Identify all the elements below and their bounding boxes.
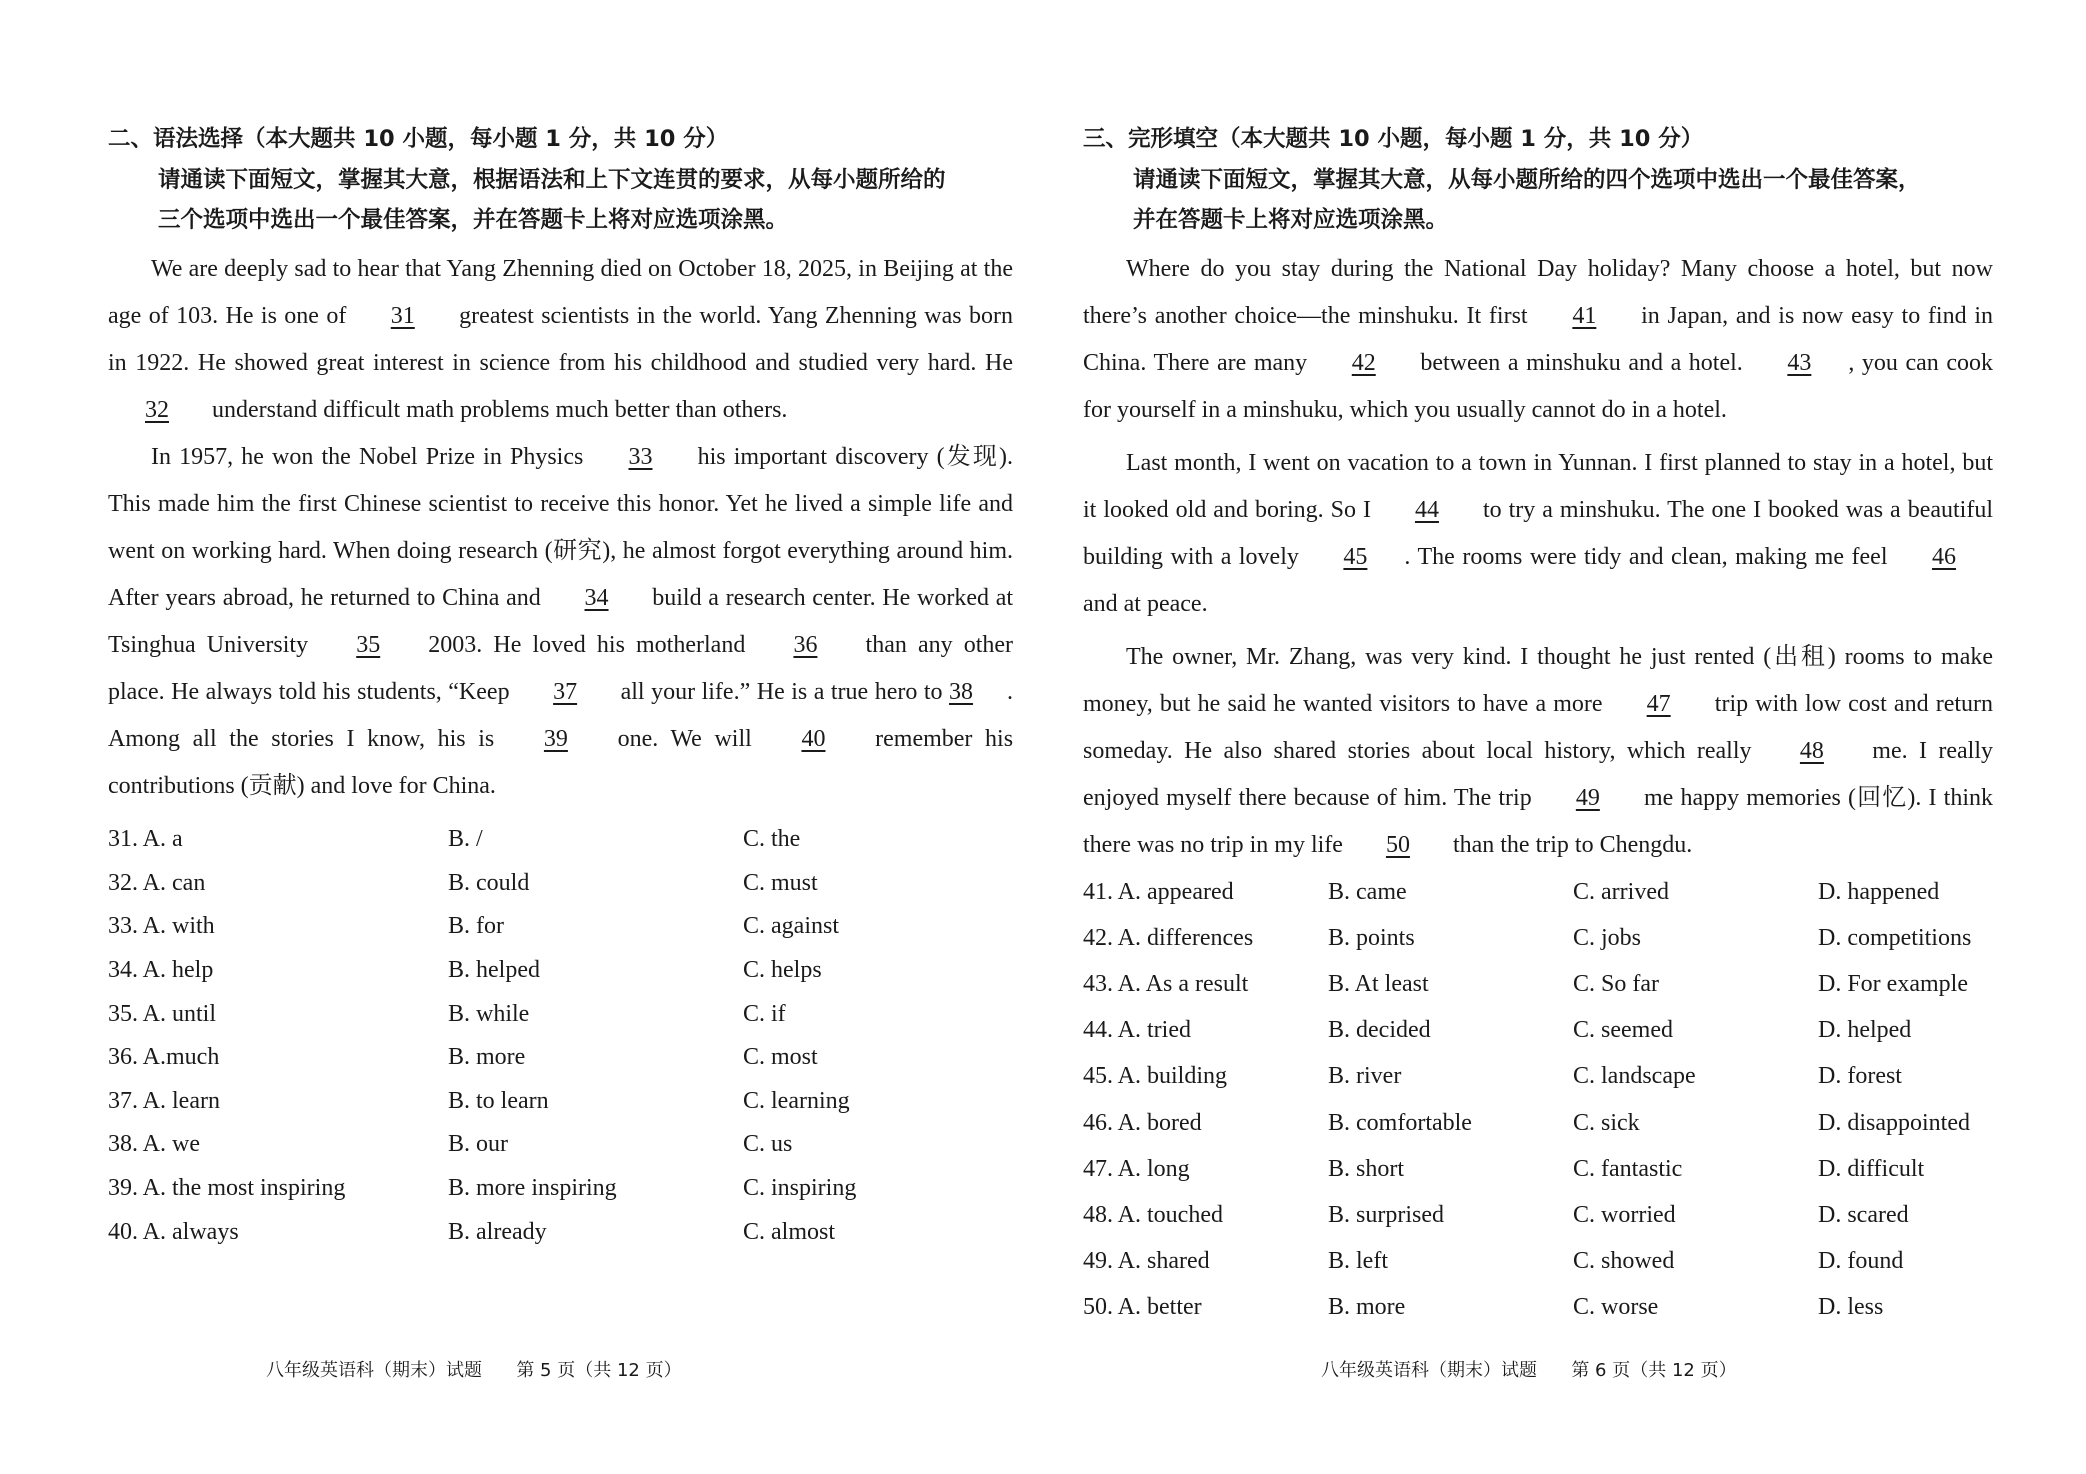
option-c[interactable]: C. fantastic — [1573, 1155, 1683, 1182]
grammar-section — [108, 124, 1013, 1254]
option-row-47 — [1083, 1146, 1993, 1192]
option-b[interactable]: B. more inspiring — [448, 1175, 617, 1202]
option-d[interactable]: D. forest — [1818, 1063, 1902, 1090]
option-row-45 — [1083, 1054, 1993, 1100]
option-c[interactable]: C. inspiring — [743, 1175, 857, 1202]
option-row-31 — [108, 818, 1013, 862]
option-a[interactable]: 45. A. building — [1083, 1063, 1228, 1090]
blank-43[interactable]: 43 — [1787, 350, 1812, 376]
option-a[interactable]: 50. A. better — [1083, 1294, 1202, 1321]
blank-42[interactable]: 42 — [1351, 350, 1376, 376]
option-row-44 — [1083, 1008, 1993, 1054]
section-instructions-line-2: 三个选项中选出一个最佳答案，并在答题卡上将对应选项涂黑。 — [158, 207, 789, 233]
blank-32[interactable]: 32 — [145, 397, 169, 423]
option-b[interactable]: B. to learn — [448, 1087, 549, 1114]
cloze-section — [1083, 124, 1993, 1331]
option-d[interactable]: D. difficult — [1818, 1155, 1925, 1182]
option-c[interactable]: C. sick — [1573, 1109, 1640, 1136]
option-b[interactable]: B. river — [1328, 1063, 1402, 1090]
passage-paragraph-3: The owner, Mr. Zhang, was very kind. I thought he just rented (出租) rooms to make money, but he said he wanted visitors to have a more 47 trip with low cost and return someday. He also shared stories about local history, which really 48 me. I really enjoyed myself there because of him. The trip 49 me happy memories (回忆). I think there was no trip in my life 50 than the trip to Chengdu. — [1083, 634, 1993, 869]
option-d[interactable]: D. found — [1818, 1248, 1904, 1275]
option-row-37 — [108, 1080, 1013, 1124]
option-c[interactable]: C. helps — [743, 957, 822, 984]
blank-36[interactable]: 36 — [793, 632, 818, 658]
option-b[interactable]: B. decided — [1328, 1017, 1431, 1044]
option-a[interactable]: 38. A. we — [108, 1131, 200, 1158]
option-b[interactable]: B. more — [1328, 1294, 1406, 1321]
blank-41[interactable]: 41 — [1572, 303, 1597, 329]
option-c[interactable]: C. most — [743, 1044, 818, 1071]
section-title: 二、语法选择（本大题共 10 小题，每小题 1 分，共 10 分） — [108, 126, 729, 152]
option-a[interactable]: 35. A. until — [108, 1000, 217, 1027]
option-c[interactable]: C. arrived — [1573, 878, 1669, 905]
option-b[interactable]: B. At least — [1328, 970, 1429, 997]
option-row-41 — [1083, 869, 1993, 915]
blank-33[interactable]: 33 — [628, 444, 653, 470]
option-a[interactable]: 34. A. help — [108, 957, 214, 984]
option-c[interactable]: C. learning — [743, 1087, 850, 1114]
option-b[interactable]: B. more — [448, 1044, 526, 1071]
options-list — [1083, 869, 1993, 1331]
option-d[interactable]: D. competitions — [1818, 924, 1972, 951]
option-b[interactable]: B. comfortable — [1328, 1109, 1472, 1136]
passage-paragraph-2: Last month, I went on vacation to a town in Yunnan. I first planned to stay in a hotel, but it looked old and boring. So I 44 to try a minshuku. The one I booked was a beautiful building with a lovely 45 . The rooms were tidy and clean, making me feel 46 and at peace. — [1083, 450, 1994, 617]
option-row-39 — [108, 1167, 1013, 1211]
option-b[interactable]: B. already — [448, 1218, 547, 1245]
blank-37[interactable]: 37 — [553, 679, 578, 705]
option-d[interactable]: D. scared — [1818, 1201, 1909, 1228]
option-c[interactable]: C. against — [743, 913, 839, 940]
option-d[interactable]: D. For example — [1818, 970, 1968, 997]
option-b[interactable]: B. for — [448, 913, 504, 940]
option-row-42 — [1083, 915, 1993, 961]
blank-45[interactable]: 45 — [1343, 544, 1368, 570]
option-c[interactable]: C. seemed — [1573, 1017, 1673, 1044]
option-b[interactable]: B. surprised — [1328, 1201, 1444, 1228]
option-c[interactable]: C. worse — [1573, 1294, 1659, 1321]
option-a[interactable]: 36. A.much — [108, 1044, 220, 1071]
option-d[interactable]: D. disappointed — [1818, 1109, 1970, 1136]
option-b[interactable]: B. could — [448, 869, 530, 896]
option-a[interactable]: 37. A. learn — [108, 1087, 220, 1114]
option-row-48 — [1083, 1192, 1993, 1238]
section-title: 三、完形填空（本大题共 10 小题，每小题 1 分，共 10 分） — [1083, 126, 1704, 152]
option-a[interactable]: 33. A. with — [108, 913, 215, 940]
option-c[interactable]: C. showed — [1573, 1248, 1675, 1275]
passage-paragraph-1: We are deeply sad to hear that Yang Zhenning died on October 18, 2025, in Beijing at the age of 103. He is one of 31 greatest scientists in the world. Yang Zhenning was born in 1922. He showed great interest in science from his childhood and studied very hard. He 32 understand difficult math problems much better than others. — [108, 246, 1013, 434]
option-b[interactable]: B. our — [448, 1131, 508, 1158]
blank-34[interactable]: 34 — [584, 585, 609, 611]
option-row-32 — [108, 862, 1013, 906]
option-c[interactable]: C. must — [743, 869, 818, 896]
option-row-33 — [108, 905, 1013, 949]
option-a[interactable]: 41. A. appeared — [1083, 878, 1234, 905]
option-b[interactable]: B. points — [1328, 924, 1415, 951]
option-b[interactable]: B. short — [1328, 1155, 1405, 1182]
passage-paragraph-1: Where do you stay during the National Day holiday? Many choose a hotel, but now there’s another choice—the minshuku. It first 41 in Japan, and is now easy to find in China. There are many 42 between a minshuku and a hotel. 43 , you can cook for yourself in a minshuku, which you usually cannot do in a hotel. — [1083, 256, 1994, 423]
blank-44[interactable]: 44 — [1414, 497, 1439, 523]
option-a[interactable]: 46. A. bored — [1083, 1109, 1202, 1136]
option-a[interactable]: 48. A. touched — [1083, 1201, 1223, 1228]
option-c[interactable]: C. worried — [1573, 1201, 1676, 1228]
option-c[interactable]: C. if — [743, 1000, 786, 1027]
option-b[interactable]: B. helped — [448, 957, 540, 984]
blank-38[interactable]: 38 — [949, 679, 974, 705]
option-b[interactable]: B. / — [448, 826, 483, 853]
option-c[interactable]: C. landscape — [1573, 1063, 1696, 1090]
option-b[interactable]: B. while — [448, 1000, 530, 1027]
option-d[interactable]: D. happened — [1818, 878, 1940, 905]
option-a[interactable]: 32. A. can — [108, 869, 206, 896]
option-row-50 — [1083, 1285, 1993, 1331]
option-b[interactable]: B. came — [1328, 878, 1407, 905]
exam-page-6 — [1043, 0, 2086, 1474]
blank-49[interactable]: 49 — [1575, 785, 1600, 811]
option-row-36 — [108, 1036, 1013, 1080]
section-instructions-line-1: 请通读下面短文，掌握其大意，根据语法和上下文连贯的要求，从每小题所给的 — [158, 167, 946, 193]
options-list — [108, 818, 1013, 1254]
option-a[interactable]: 39. A. the most inspiring — [108, 1175, 346, 1202]
section-instructions-line-2: 并在答题卡上将对应选项涂黑。 — [1133, 207, 1449, 233]
option-a[interactable]: 43. A. As a result — [1083, 970, 1249, 997]
section-instructions-line-1: 请通读下面短文，掌握其大意，从每小题所给的四个选项中选出一个最佳答案， — [1133, 167, 1921, 193]
option-row-35 — [108, 992, 1013, 1036]
option-b[interactable]: B. left — [1328, 1248, 1388, 1275]
blank-46[interactable]: 46 — [1932, 544, 1957, 570]
blank-50[interactable]: 50 — [1385, 832, 1410, 858]
option-a[interactable]: 49. A. shared — [1083, 1248, 1210, 1275]
option-c[interactable]: C. jobs — [1573, 924, 1642, 951]
blank-35[interactable]: 35 — [356, 632, 381, 658]
option-row-40 — [108, 1210, 1013, 1254]
option-c[interactable]: C. the — [743, 826, 801, 853]
option-row-34 — [108, 949, 1013, 993]
option-d[interactable]: D. helped — [1818, 1017, 1912, 1044]
blank-47[interactable]: 47 — [1646, 691, 1671, 717]
option-d[interactable]: D. less — [1818, 1294, 1884, 1321]
option-a[interactable]: 42. A. differences — [1083, 924, 1254, 951]
passage-paragraph-2: In 1957, he won the Nobel Prize in Physics 33 his important discovery (发现). This made him the first Chinese scientist to receive this honor. Yet he lived a simple life and went on working hard. When doing research (研究), he almost forgot everything around him. After years abroad, he returned to China and 34 build a research center. He worked at Tsinghua University 35 2003. He loved his motherland 36 than any other place. He always told his students, “Keep 37 all your life.” He is a true hero to 38 . Among all the stories I know, his is 39 one. We will 40 remember his contributions (贡献) and love for China. — [108, 434, 1013, 810]
blank-48[interactable]: 48 — [1799, 738, 1824, 764]
blank-40[interactable]: 40 — [801, 726, 826, 752]
option-c[interactable]: C. So far — [1573, 970, 1659, 997]
option-a[interactable]: 44. A. tried — [1083, 1017, 1191, 1044]
option-row-49 — [1083, 1239, 1993, 1285]
option-row-38 — [108, 1123, 1013, 1167]
option-row-46 — [1083, 1100, 1993, 1146]
blank-31[interactable]: 31 — [390, 303, 415, 329]
option-a[interactable]: 40. A. always — [108, 1218, 239, 1245]
blank-39[interactable]: 39 — [543, 726, 568, 752]
page-footer: 八年级英语科（期末）试题 第 5 页（共 12 页） — [266, 1360, 682, 1381]
option-c[interactable]: C. almost — [743, 1218, 836, 1245]
page-footer: 八年级英语科（期末）试题 第 6 页（共 12 页） — [1321, 1360, 1737, 1381]
option-c[interactable]: C. us — [743, 1131, 793, 1158]
option-a[interactable]: 47. A. long — [1083, 1155, 1190, 1182]
option-row-43 — [1083, 961, 1993, 1007]
option-a[interactable]: 31. A. a — [108, 826, 183, 853]
